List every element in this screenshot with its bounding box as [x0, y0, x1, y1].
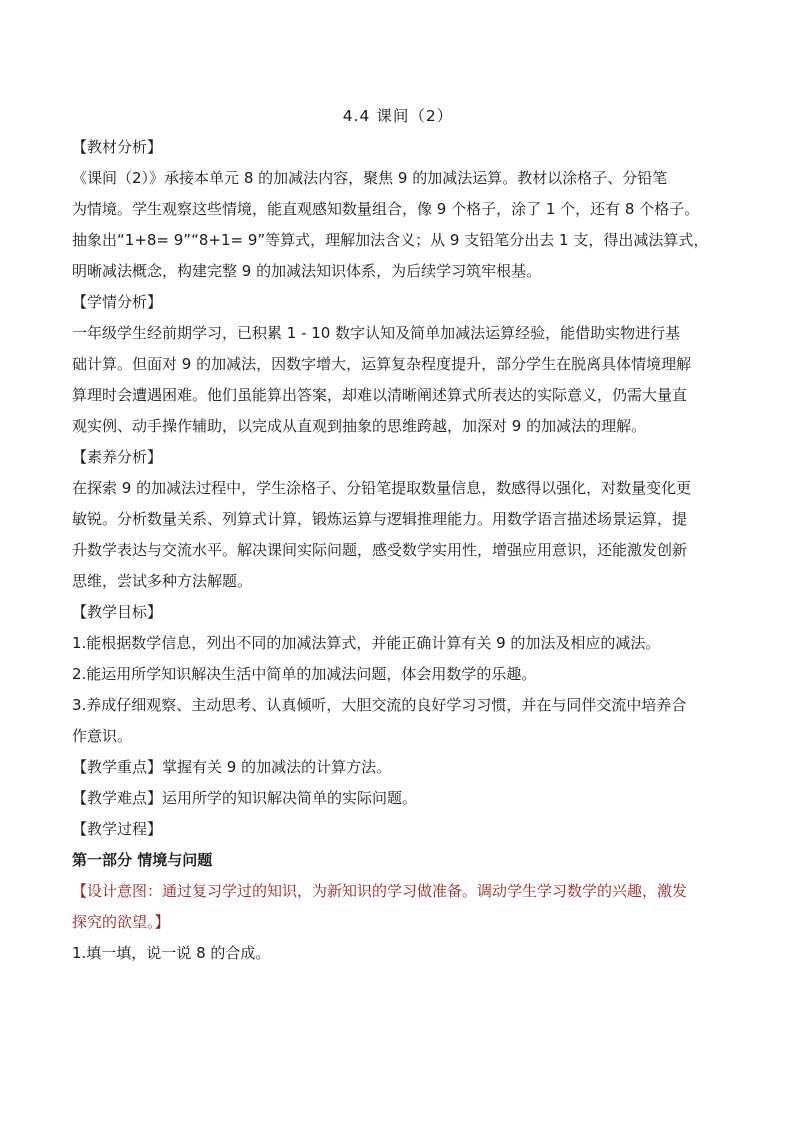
student-analysis-line: 算理时会遭遇困难。他们虽能算出答案，却难以清晰阐述算式所表达的实际意义，仍需大量直 — [72, 386, 688, 404]
teaching-key-point: 【教学重点】掌握有关 9 的加减法的计算方法。 — [72, 758, 392, 776]
textbook-analysis-line: 明晰减法概念，构建完整 9 的加减法知识体系，为后续学习筑牢根基。 — [72, 262, 542, 280]
document-page — [72, 102, 724, 969]
teaching-goal-item: 1.能根据数学信息，列出不同的加减法算式，并能正确计算有关 9 的加法及相应的减法。 — [72, 634, 661, 652]
student-analysis-line: 一年级学生经前期学习，已积累 1 - 10 数字认知及简单加减法运算经验，能借助实物进行基 — [72, 324, 681, 342]
teaching-goal-item: 3.养成仔细观察、主动思考、认真倾听，大胆交流的良好学习习惯，并在与同伴交流中培养合 — [72, 696, 687, 714]
design-intent-line: 【设计意图：通过复习学过的知识，为新知识的学习做准备。调动学生学习数学的兴趣，激发 — [72, 882, 688, 900]
literacy-analysis-line: 在探索 9 的加减法过程中，学生涂格子、分铅笔提取数量信息，数感得以强化，对数量变化更 — [72, 479, 692, 497]
design-intent-line: 探究的欲望。】 — [72, 913, 170, 931]
student-analysis-line: 观实例、动手操作辅助，以完成从直观到抽象的思维跨越，加深对 9 的加减法的理解。 — [72, 417, 647, 435]
literacy-analysis-heading: 【素养分析】 — [72, 448, 163, 466]
teaching-goal-item: 2.能运用所学知识解决生活中简单的加减法问题，体会用数学的乐趣。 — [72, 665, 537, 683]
literacy-analysis-line: 敏锐。分析数量关系、列算式计算，锻炼运算与逻辑推理能力。用数学语言描述场景运算，提 — [72, 510, 688, 528]
student-analysis-heading: 【学情分析】 — [72, 293, 163, 311]
teaching-process-heading: 【教学过程】 — [72, 820, 163, 838]
teaching-goal-item: 作意识。 — [72, 727, 133, 745]
textbook-analysis-line: 抽象出“1+8= 9”“8+1= 9”等算式，理解加法含义；从 9 支铅笔分出去 1 支，得出减法算式， — [72, 231, 709, 249]
part-one-heading: 第一部分 情境与问题 — [72, 851, 213, 869]
textbook-analysis-heading: 【教材分析】 — [72, 138, 163, 156]
literacy-analysis-line: 思维，尝试多种方法解题。 — [72, 572, 253, 590]
teaching-difficult-point: 【教学难点】运用所学的知识解决简单的实际问题。 — [72, 789, 418, 807]
literacy-analysis-line: 升数学表达与交流水平。解决课间实际问题，感受数学实用性，增强应用意识，还能激发创新 — [72, 541, 688, 559]
teaching-goals-heading: 【教学目标】 — [72, 603, 163, 621]
task-one: 1.填一填，说一说 8 的合成。 — [72, 944, 271, 962]
student-analysis-line: 础计算。但面对 9 的加减法，因数字增大，运算复杂程度提升，部分学生在脱离具体情境理解 — [72, 355, 692, 373]
textbook-analysis-line: 为情境。学生观察这些情境，能直观感知数量组合，像 9 个格子，涂了 1 个，还有 8 个格子。 — [72, 200, 700, 218]
document-title: 4.4 课间（2） — [342, 107, 454, 125]
textbook-analysis-line: 《课间（2）》承接本单元 8 的加减法内容，聚焦 9 的加减法运算。教材以涂格子、分铅笔 — [72, 169, 668, 187]
